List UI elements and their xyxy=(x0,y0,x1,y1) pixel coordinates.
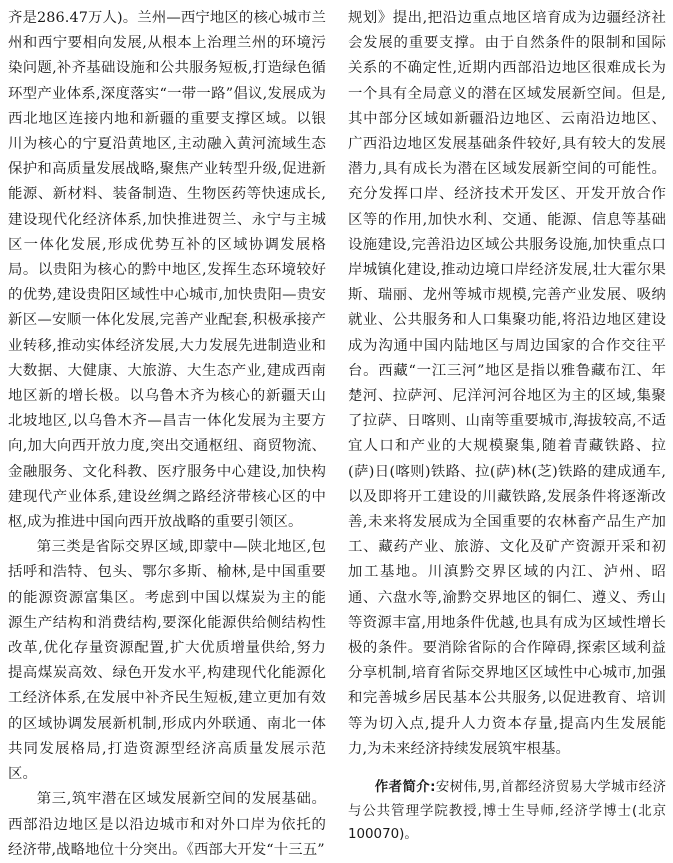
paragraph-potential-development-space: 第三,筑牢潜在区域发展新空间的发展基础。西部沿边地区是以沿边城市和对外口岸为依托的经济带,战略地位十分突出。《西部大开发“十三五” xyxy=(8,791,326,858)
paragraph-regional-core-cities: 齐是286.47万人)。兰州—西宁地区的核心城市兰州和西宁要相向发展,从根本上治理兰州的环境污染问题,补齐基础设施和公共服务短板,打造绿色循环型产业体系,深度落实“一带一路”倡议,发展成为西北地区连接内地和新疆的重要支撑区域。以银川为核心的宁夏沿黄地区,主动融入黄河流域生态保护和高质量发展战略,聚焦产业转型升级,促进新能源、新材料、装备制造、生物医药等快速成长,建设现代化经济体系,加快推进贺兰、永宁与主城区一体化发展,形成优势互补的区域协调发展格局。以贵阳为核心的黔中地区,发挥生态环境较好的优势,建设贵阳区域性中心城市,加快贵阳—贵安新区—安顺一体化发展,完善产业配套,积极承接产业转移,推动实体经济发展,大力发展先进制造业和大数据、大健康、大旅游、大生态产业,建成西南地区新的增长极。以乌鲁木齐为核心的新疆天山北坡地区,以乌鲁木齐—昌吉一体化发展为主要方向,加大向西开放力度,突出交通枢纽、商贸物流、金融服务、文化科教、医疗服务中心建设,加快构建现代产业体系,建设丝绸之路经济带核心区的中枢,成为推进中国向西开放战略的重要引领区。 xyxy=(8,10,326,531)
right-column xyxy=(348,6,666,860)
left-column xyxy=(8,6,326,863)
author-bio xyxy=(348,776,666,847)
paragraph-provincial-border-regions: 第三类是省际交界区域,即蒙中—陕北地区,包括呼和浩特、包头、鄂尔多斯、榆林,是中国重要的能源资源富集区。考虑到中国以煤炭为主的能源生产结构和消费结构,要深化能源供给侧结构性改革,优化存量资源配置,扩大优质增量供给,努力提高煤炭高效、绿色开发水平,构建现代化能源化工经济体系,在发展中补齐民生短板,建立更加有效的区域协调发展新机制,形成内外联通、南北一体共同发展格局,打造资源型经济高质量发展示范区。 xyxy=(8,539,326,783)
author-bio-text: 安树伟,男,首都经济贸易大学城市经济与公共管理学院教授,博士生导师,经济学博士(北京 100070)。 xyxy=(348,780,667,843)
author-bio-label: 作者简介: xyxy=(374,780,436,796)
paragraph-border-areas: 规划》提出,把沿边重点地区培育成为边疆经济社会发展的重要支撑。由于自然条件的限制和国际关系的不确定性,近期内西部沿边地区很难成长为一个具有全局意义的潜在区域发展新空间。但是,其中部分区域如新疆沿边地区、云南沿边地区、广西沿边地区发展基础条件较好,具有较大的发展潜力,具有成长为潜在区域发展新空间的可能性。充分发挥口岸、经济技术开发区、开发开放合作区等的作用,加快水利、交通、能源、信息等基础设施建设,完善沿边区域公共服务设施,加快重点口岸城镇化建设,推动边境口岸经济发展,壮大霍尔果斯、瑞丽、龙州等城市规模,完善产业发展、吸纳就业、公共服务和人口集聚功能,将沿边地区建设成为沟通中国内陆地区与周边国家的合作交往平台。西藏“一江三河”地区是指以雅鲁藏布江、年楚河、拉萨河、尼洋河河谷地区为主的区域,集聚了拉萨、日喀则、山南等重要城市,海拔较高,不适宜人口和产业的大规模聚集,随着青藏铁路、拉(萨)日(喀则)铁路、拉(萨)林(芝)铁路的建成通车,以及即将开工建设的川藏铁路,发展条件将逐渐改善,未来将发展成为全国重要的农林畜产品生产加工、藏药产业、旅游、文化及矿产资源开采和初加工基地。川滇黔交界区域的内江、泸州、昭通、六盘水等,渝黔交界地区的铜仁、遵义、秀山等资源丰富,用地条件优越,也具有成为区域性增长极的条件。要消除省际的合作障碍,探索区域利益分享机制,培育省际交界地区区域性中心城市,加强和完善城乡居民基本公共服务,以促进教育、培训等为切入点,提升人力资本存量,提高内生发展能力,为未来经济持续发展筑牢根基。 xyxy=(348,10,666,757)
